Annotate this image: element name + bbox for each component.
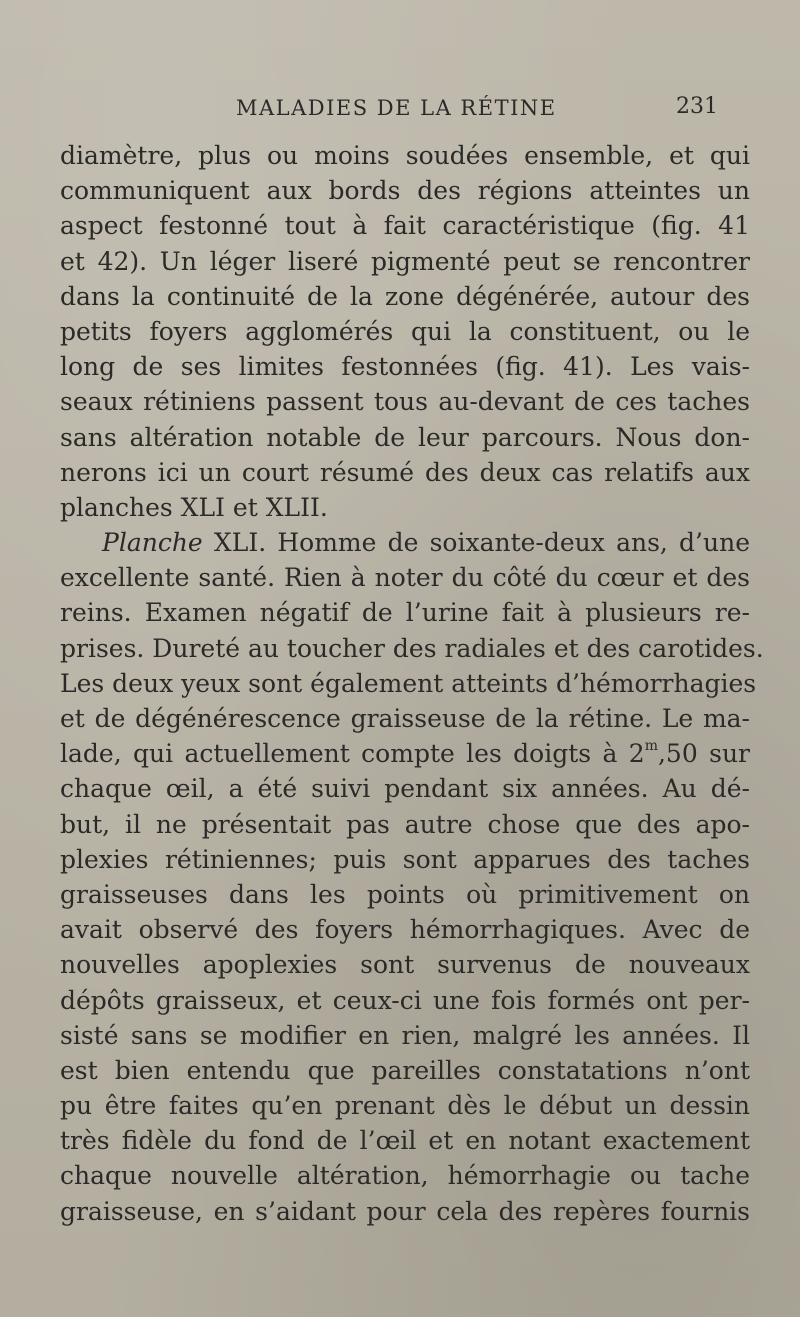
text-line: graisseuses dans les points où primitivement on [60, 879, 750, 909]
text-line: chaque nouvelle altération, hémorrhagie ou tache [60, 1161, 750, 1191]
body-text [60, 138, 764, 1229]
text-line: but, il ne présentait pas autre chose que des apo- [60, 809, 750, 839]
text-line: nouvelles apoplexies sont survenus de nouveaux [60, 950, 750, 980]
text-segment: lade, qui actuellement compte les doigts à 2 [60, 739, 645, 769]
text-line-with-superscript [60, 736, 750, 771]
text-line: nerons ici un court résumé des deux cas relatifs aux [60, 457, 750, 487]
text-line: graisseuse, en s’aidant pour cela des repères fournis [60, 1196, 750, 1226]
text-line: dépôts graisseux, et ceux-ci une fois formés ont per- [60, 985, 750, 1015]
paragraph-start-line [60, 525, 750, 560]
text-line: diamètre, plus ou moins soudées ensemble, et qui [60, 141, 750, 170]
text-line: planches XLI et XLII. [60, 492, 328, 522]
text-line: chaque œil, a été suivi pendant six années. Au dé- [60, 774, 750, 804]
text-line: sisté sans se modifier en rien, malgré les années. Il [60, 1020, 750, 1050]
text-segment: ,50 sur [657, 739, 750, 769]
page-number: 231 [676, 94, 718, 119]
text-line: seaux rétiniens passent tous au-devant de ces taches [60, 387, 750, 417]
text-line: avait observé des foyers hémorrhagiques. Avec de [60, 915, 750, 945]
text-line-rest: XLI. Homme de soixante-deux ans, d’une [202, 528, 750, 558]
text-line: sans altération notable de leur parcours. Nous don- [60, 422, 750, 452]
text-line: est bien entendu que pareilles constatations n’ont [60, 1055, 750, 1085]
text-line: petits foyers agglomérés qui la constituent, ou le [60, 316, 750, 346]
text-line: communiquent aux bords des régions atteintes un [60, 176, 750, 206]
running-head [0, 92, 800, 126]
text-line: reins. Examen négatif de l’urine fait à plusieurs re- [60, 598, 750, 628]
text-line: excellente santé. Rien à noter du côté du cœur et des [60, 563, 750, 593]
text-line: Les deux yeux sont également atteints d’hémorrhagies [60, 668, 757, 698]
text-line: dans la continuité de la zone dégénérée, autour des [60, 281, 750, 311]
text-line: plexies rétiniennes; puis sont apparues des taches [60, 844, 750, 874]
text-line: long de ses limites festonnées (fig. 41). Les vais- [60, 352, 750, 382]
text-line: prises. Dureté au toucher des radiales et des carotides. [60, 633, 764, 663]
text-line: aspect festonné tout à fait caractéristique (fig. 41 [60, 211, 750, 241]
running-title: MALADIES DE LA RÉTINE [236, 96, 557, 120]
text-line: et de dégénérescence graisseuse de la rétine. Le ma- [60, 704, 750, 733]
superscript: m [644, 737, 658, 754]
plate-label: Planche [102, 528, 203, 558]
text-line: pu être faites qu’en prenant dès le début un dessin [60, 1091, 750, 1121]
text-line: et 42). Un léger liseré pigmenté peut se rencontrer [60, 246, 750, 276]
text-line: très fidèle du fond de l’œil et en notant exactement [60, 1126, 750, 1156]
